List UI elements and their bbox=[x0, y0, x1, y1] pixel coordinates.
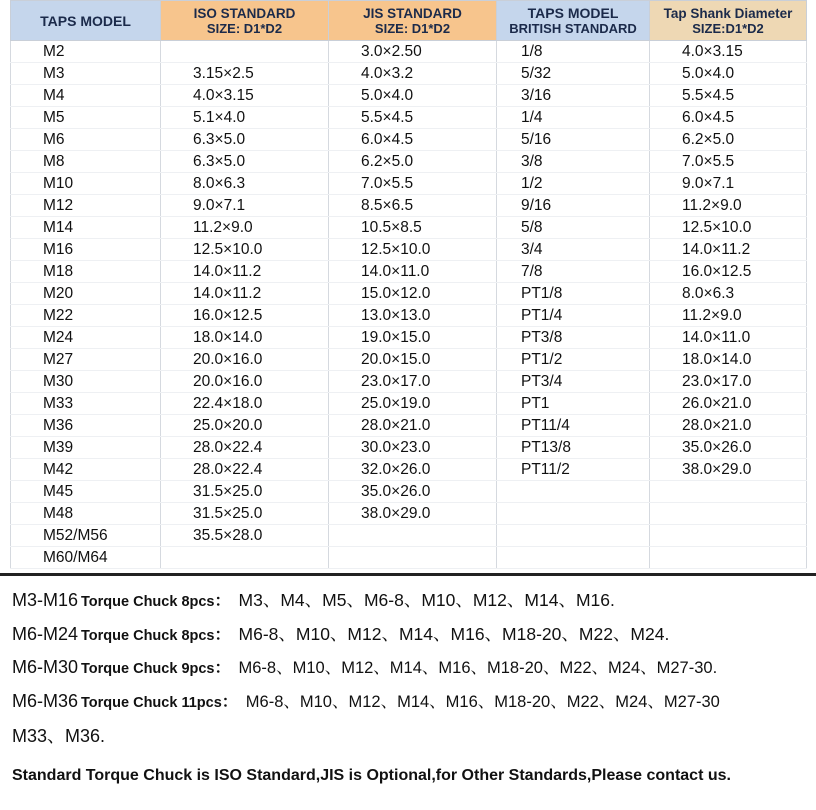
cell-taps-model: M60/M64 bbox=[11, 547, 161, 569]
chuck-sizes: M6-8、M10、M12、M14、M16、M18-20、M22、M24. bbox=[238, 624, 670, 644]
chuck-label: Torque Chuck 9pcs bbox=[81, 661, 215, 677]
cell-british-model: 3/16 bbox=[497, 85, 650, 107]
cell-taps-model: M5 bbox=[11, 107, 161, 129]
cell-taps-model: M33 bbox=[11, 393, 161, 415]
chuck-model: M6-M30 bbox=[12, 657, 79, 677]
cell-iso-size: 22.4×18.0 bbox=[161, 393, 329, 415]
cell-shank-size: 4.0×3.15 bbox=[650, 41, 807, 63]
table-row bbox=[11, 63, 807, 85]
cell-shank-size: 8.0×6.3 bbox=[650, 283, 807, 305]
chuck-line-m6-m30 bbox=[12, 654, 717, 678]
cell-british-model: PT1/4 bbox=[497, 305, 650, 327]
cell-british-model: PT1/2 bbox=[497, 349, 650, 371]
cell-iso-size: 5.1×4.0 bbox=[161, 107, 329, 129]
cell-british-model bbox=[497, 503, 650, 525]
header-british-sub: BRITISH STANDARD bbox=[509, 20, 637, 36]
chuck-colon: ： bbox=[221, 694, 238, 711]
cell-iso-size: 28.0×22.4 bbox=[161, 459, 329, 481]
header-tap-shank-diameter bbox=[650, 1, 807, 41]
cell-taps-model: M16 bbox=[11, 239, 161, 261]
table-row bbox=[11, 283, 807, 305]
cell-iso-size: 28.0×22.4 bbox=[161, 437, 329, 459]
cell-taps-model: M52/M56 bbox=[11, 525, 161, 547]
cell-jis-size bbox=[329, 525, 497, 547]
chuck-line-m6-m24 bbox=[12, 621, 669, 646]
cell-british-model: 5/8 bbox=[497, 217, 650, 239]
cell-iso-size: 18.0×14.0 bbox=[161, 327, 329, 349]
header-taps-model: TAPS MODEL bbox=[11, 1, 161, 41]
chuck-sizes: M6-8、M10、M12、M14、M16、M18-20、M22、M24、M27-30 bbox=[245, 693, 720, 711]
cell-shank-size: 14.0×11.2 bbox=[650, 239, 807, 261]
cell-jis-size: 35.0×26.0 bbox=[329, 481, 497, 503]
header-jis-standard bbox=[329, 1, 497, 41]
cell-taps-model: M4 bbox=[11, 85, 161, 107]
table-row bbox=[11, 41, 807, 63]
header-iso-title: ISO STANDARD bbox=[193, 5, 296, 21]
chuck-colon: ： bbox=[214, 627, 231, 644]
table-row bbox=[11, 239, 807, 261]
cell-taps-model: M22 bbox=[11, 305, 161, 327]
cell-british-model: 5/32 bbox=[497, 63, 650, 85]
cell-shank-size: 5.0×4.0 bbox=[650, 63, 807, 85]
cell-iso-size: 14.0×11.2 bbox=[161, 283, 329, 305]
cell-jis-size: 20.0×15.0 bbox=[329, 349, 497, 371]
chuck-sizes: M3、M4、M5、M6-8、M10、M12、M14、M16. bbox=[238, 590, 615, 610]
cell-shank-size: 26.0×21.0 bbox=[650, 393, 807, 415]
table-row bbox=[11, 349, 807, 371]
table-row bbox=[11, 547, 807, 569]
cell-taps-model: M24 bbox=[11, 327, 161, 349]
cell-british-model: PT3/8 bbox=[497, 327, 650, 349]
table-row bbox=[11, 525, 807, 547]
cell-british-model bbox=[497, 525, 650, 547]
cell-taps-model: M39 bbox=[11, 437, 161, 459]
cell-taps-model: M8 bbox=[11, 151, 161, 173]
cell-jis-size: 10.5×8.5 bbox=[329, 217, 497, 239]
cell-shank-size: 5.5×4.5 bbox=[650, 85, 807, 107]
cell-jis-size: 8.5×6.5 bbox=[329, 195, 497, 217]
table-header-row bbox=[11, 1, 807, 41]
cell-shank-size bbox=[650, 547, 807, 569]
cell-taps-model: M42 bbox=[11, 459, 161, 481]
cell-taps-model: M27 bbox=[11, 349, 161, 371]
cell-shank-size bbox=[650, 525, 807, 547]
table-row bbox=[11, 151, 807, 173]
chuck-model: M3-M16 bbox=[12, 590, 79, 610]
cell-jis-size: 23.0×17.0 bbox=[329, 371, 497, 393]
chuck-continuation: M33、M36. bbox=[12, 726, 106, 746]
table-row bbox=[11, 481, 807, 503]
chuck-line-m3-m16 bbox=[12, 587, 615, 612]
header-british-title: TAPS MODEL bbox=[527, 4, 619, 21]
cell-british-model: 1/8 bbox=[497, 41, 650, 63]
table-row bbox=[11, 107, 807, 129]
cell-british-model: PT1 bbox=[497, 393, 650, 415]
cell-taps-model: M14 bbox=[11, 217, 161, 239]
table-row bbox=[11, 459, 807, 481]
cell-iso-size: 3.15×2.5 bbox=[161, 63, 329, 85]
chuck-model: M6-M24 bbox=[12, 624, 79, 644]
torque-chuck-section bbox=[0, 573, 816, 810]
cell-jis-size: 28.0×21.0 bbox=[329, 415, 497, 437]
chuck-label: Torque Chuck 8pcs bbox=[81, 594, 215, 610]
chuck-line-continuation bbox=[12, 722, 105, 748]
cell-jis-size: 7.0×5.5 bbox=[329, 173, 497, 195]
cell-jis-size: 19.0×15.0 bbox=[329, 327, 497, 349]
chuck-label: Torque Chuck 8pcs bbox=[81, 628, 215, 644]
header-shank-size: SIZE:D1*D2 bbox=[692, 20, 764, 36]
cell-british-model: 3/4 bbox=[497, 239, 650, 261]
cell-taps-model: M12 bbox=[11, 195, 161, 217]
cell-british-model: PT11/4 bbox=[497, 415, 650, 437]
table-row bbox=[11, 305, 807, 327]
cell-shank-size: 11.2×9.0 bbox=[650, 195, 807, 217]
cell-jis-size: 32.0×26.0 bbox=[329, 459, 497, 481]
cell-taps-model: M45 bbox=[11, 481, 161, 503]
cell-jis-size: 15.0×12.0 bbox=[329, 283, 497, 305]
cell-shank-size: 14.0×11.0 bbox=[650, 327, 807, 349]
table-row bbox=[11, 129, 807, 151]
cell-iso-size: 4.0×3.15 bbox=[161, 85, 329, 107]
cell-shank-size: 11.2×9.0 bbox=[650, 305, 807, 327]
cell-shank-size: 7.0×5.5 bbox=[650, 151, 807, 173]
cell-iso-size: 6.3×5.0 bbox=[161, 151, 329, 173]
chuck-line-m6-m36 bbox=[12, 688, 720, 712]
cell-british-model: 7/8 bbox=[497, 261, 650, 283]
cell-jis-size: 4.0×3.2 bbox=[329, 63, 497, 85]
table-row bbox=[11, 195, 807, 217]
section-divider bbox=[0, 573, 816, 576]
table-row bbox=[11, 503, 807, 525]
cell-iso-size: 6.3×5.0 bbox=[161, 129, 329, 151]
cell-shank-size: 23.0×17.0 bbox=[650, 371, 807, 393]
cell-taps-model: M18 bbox=[11, 261, 161, 283]
cell-british-model bbox=[497, 547, 650, 569]
cell-jis-size: 13.0×13.0 bbox=[329, 305, 497, 327]
cell-british-model: PT1/8 bbox=[497, 283, 650, 305]
table-row bbox=[11, 261, 807, 283]
table-row bbox=[11, 327, 807, 349]
cell-shank-size bbox=[650, 481, 807, 503]
footer-note: Standard Torque Chuck is ISO Standard,JIS is Optional,for Other Standards,Please contact us. bbox=[12, 767, 731, 784]
cell-iso-size: 16.0×12.5 bbox=[161, 305, 329, 327]
chuck-model: M6-M36 bbox=[12, 691, 79, 711]
cell-jis-size: 3.0×2.50 bbox=[329, 41, 497, 63]
cell-shank-size: 38.0×29.0 bbox=[650, 459, 807, 481]
chuck-colon: ： bbox=[214, 593, 231, 610]
cell-iso-size: 31.5×25.0 bbox=[161, 503, 329, 525]
cell-taps-model: M36 bbox=[11, 415, 161, 437]
cell-shank-size: 16.0×12.5 bbox=[650, 261, 807, 283]
table-row bbox=[11, 371, 807, 393]
cell-taps-model: M10 bbox=[11, 173, 161, 195]
cell-iso-size: 9.0×7.1 bbox=[161, 195, 329, 217]
header-iso-size: SIZE: D1*D2 bbox=[206, 20, 283, 36]
cell-british-model: PT13/8 bbox=[497, 437, 650, 459]
cell-iso-size: 31.5×25.0 bbox=[161, 481, 329, 503]
cell-shank-size: 12.5×10.0 bbox=[650, 217, 807, 239]
cell-iso-size: 11.2×9.0 bbox=[161, 217, 329, 239]
cell-british-model: 9/16 bbox=[497, 195, 650, 217]
header-jis-title: JIS STANDARD bbox=[363, 5, 462, 21]
cell-iso-size bbox=[161, 41, 329, 63]
cell-taps-model: M30 bbox=[11, 371, 161, 393]
cell-iso-size bbox=[161, 547, 329, 569]
cell-taps-model: M3 bbox=[11, 63, 161, 85]
cell-british-model: PT11/2 bbox=[497, 459, 650, 481]
cell-shank-size: 18.0×14.0 bbox=[650, 349, 807, 371]
cell-taps-model: M48 bbox=[11, 503, 161, 525]
cell-jis-size: 12.5×10.0 bbox=[329, 239, 497, 261]
header-iso-standard bbox=[161, 1, 329, 41]
header-jis-size: SIZE: D1*D2 bbox=[374, 20, 451, 36]
header-shank-title: Tap Shank Diameter bbox=[663, 5, 793, 21]
table-row bbox=[11, 437, 807, 459]
cell-jis-size bbox=[329, 547, 497, 569]
cell-british-model bbox=[497, 481, 650, 503]
table-row bbox=[11, 415, 807, 437]
cell-shank-size: 6.0×4.5 bbox=[650, 107, 807, 129]
cell-iso-size: 8.0×6.3 bbox=[161, 173, 329, 195]
table-row bbox=[11, 173, 807, 195]
cell-jis-size: 5.5×4.5 bbox=[329, 107, 497, 129]
cell-iso-size: 12.5×10.0 bbox=[161, 239, 329, 261]
cell-jis-size: 30.0×23.0 bbox=[329, 437, 497, 459]
cell-iso-size: 25.0×20.0 bbox=[161, 415, 329, 437]
table-row bbox=[11, 393, 807, 415]
cell-british-model: 1/2 bbox=[497, 173, 650, 195]
cell-british-model: 5/16 bbox=[497, 129, 650, 151]
chuck-sizes: M6-8、M10、M12、M14、M16、M18-20、M22、M24、M27-30. bbox=[238, 659, 718, 677]
cell-iso-size: 35.5×28.0 bbox=[161, 525, 329, 547]
tap-size-table bbox=[10, 0, 807, 569]
cell-shank-size bbox=[650, 503, 807, 525]
chuck-colon: ： bbox=[214, 660, 231, 677]
cell-shank-size: 35.0×26.0 bbox=[650, 437, 807, 459]
chuck-label: Torque Chuck 11pcs bbox=[81, 695, 222, 711]
cell-jis-size: 38.0×29.0 bbox=[329, 503, 497, 525]
cell-shank-size: 28.0×21.0 bbox=[650, 415, 807, 437]
cell-jis-size: 25.0×19.0 bbox=[329, 393, 497, 415]
cell-jis-size: 6.0×4.5 bbox=[329, 129, 497, 151]
header-british-standard bbox=[497, 1, 650, 41]
cell-iso-size: 14.0×11.2 bbox=[161, 261, 329, 283]
cell-british-model: 1/4 bbox=[497, 107, 650, 129]
cell-taps-model: M2 bbox=[11, 41, 161, 63]
cell-british-model: 3/8 bbox=[497, 151, 650, 173]
cell-jis-size: 5.0×4.0 bbox=[329, 85, 497, 107]
cell-taps-model: M20 bbox=[11, 283, 161, 305]
table-row bbox=[11, 85, 807, 107]
cell-british-model: PT3/4 bbox=[497, 371, 650, 393]
cell-taps-model: M6 bbox=[11, 129, 161, 151]
cell-jis-size: 6.2×5.0 bbox=[329, 151, 497, 173]
table-row bbox=[11, 217, 807, 239]
table-body bbox=[11, 41, 807, 569]
cell-iso-size: 20.0×16.0 bbox=[161, 371, 329, 393]
cell-shank-size: 6.2×5.0 bbox=[650, 129, 807, 151]
cell-iso-size: 20.0×16.0 bbox=[161, 349, 329, 371]
cell-jis-size: 14.0×11.0 bbox=[329, 261, 497, 283]
cell-shank-size: 9.0×7.1 bbox=[650, 173, 807, 195]
